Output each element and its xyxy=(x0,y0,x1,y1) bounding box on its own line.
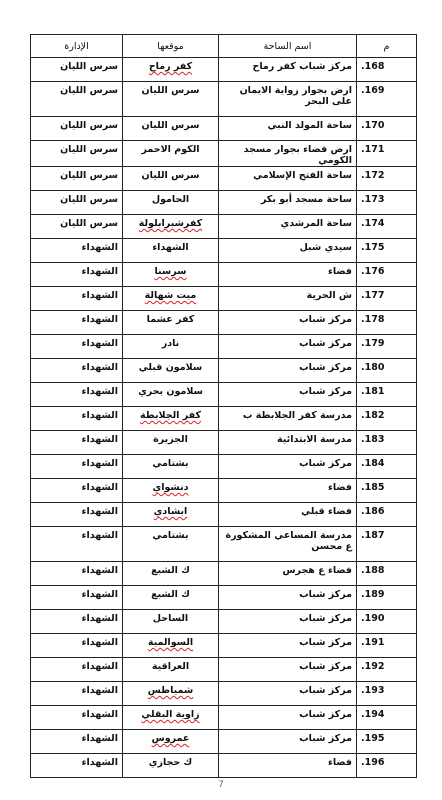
cell-admin: الشهداء xyxy=(31,682,123,706)
table-row xyxy=(31,455,417,479)
cell-num: .193 xyxy=(357,682,417,706)
cell-num: .173 xyxy=(357,191,417,215)
cell-num: .180 xyxy=(357,359,417,383)
cell-admin: الشهداء xyxy=(31,503,123,527)
cell-location: العراقية xyxy=(123,658,219,682)
table-header-row xyxy=(31,35,417,58)
cell-location: الساحل xyxy=(123,610,219,634)
cell-name: مدرسة المساعي المشكورة ع محسن xyxy=(219,527,357,562)
cell-location: ك حجازي xyxy=(123,754,219,778)
table-row xyxy=(31,191,417,215)
cell-admin: الشهداء xyxy=(31,263,123,287)
cell-location: الجزيرة xyxy=(123,431,219,455)
cell-location: ابشادي xyxy=(123,503,219,527)
cell-num: .195 xyxy=(357,730,417,754)
table-row xyxy=(31,141,417,167)
table-row xyxy=(31,383,417,407)
cell-admin: الشهداء xyxy=(31,634,123,658)
cell-num: .191 xyxy=(357,634,417,658)
cell-admin: الشهداء xyxy=(31,610,123,634)
cell-name: مركز شباب xyxy=(219,706,357,730)
cell-location: دنشواي xyxy=(123,479,219,503)
cell-name: مركز شباب xyxy=(219,335,357,359)
cell-num: .185 xyxy=(357,479,417,503)
cell-name: مركز شباب xyxy=(219,586,357,610)
cell-num: .170 xyxy=(357,117,417,141)
table-row xyxy=(31,407,417,431)
table-row xyxy=(31,359,417,383)
table-row xyxy=(31,527,417,562)
table-row xyxy=(31,58,417,82)
cell-num: .194 xyxy=(357,706,417,730)
header-name: اسم الساحة xyxy=(219,35,357,58)
cell-location: سرس الليان xyxy=(123,167,219,191)
table-row xyxy=(31,287,417,311)
cell-num: .179 xyxy=(357,335,417,359)
table-row xyxy=(31,682,417,706)
cell-num: .169 xyxy=(357,82,417,117)
cell-name: مركز شباب xyxy=(219,658,357,682)
cell-num: .181 xyxy=(357,383,417,407)
cell-name: مركز شباب xyxy=(219,359,357,383)
cell-name: مركز شباب xyxy=(219,455,357,479)
table-row xyxy=(31,610,417,634)
cell-admin: الشهداء xyxy=(31,431,123,455)
cell-location: سلامون قبلي xyxy=(123,359,219,383)
table-row xyxy=(31,562,417,586)
cell-num: .172 xyxy=(357,167,417,191)
cell-name: ش الحرية xyxy=(219,287,357,311)
cell-name: ارض فضاء بجوار مسجد الكومي xyxy=(219,141,357,167)
cell-location: الحامول xyxy=(123,191,219,215)
page-number: 7 xyxy=(218,780,224,790)
cell-location: شمياطس xyxy=(123,682,219,706)
cell-num: .187 xyxy=(357,527,417,562)
cell-admin: الشهداء xyxy=(31,359,123,383)
cell-name: ساحة مسجد أبو بكر xyxy=(219,191,357,215)
areas-table xyxy=(30,34,417,778)
cell-location: بشتامي xyxy=(123,527,219,562)
table-row xyxy=(31,658,417,682)
table-row xyxy=(31,634,417,658)
cell-admin: الشهداء xyxy=(31,754,123,778)
cell-num: .184 xyxy=(357,455,417,479)
cell-num: .196 xyxy=(357,754,417,778)
cell-num: .183 xyxy=(357,431,417,455)
cell-admin: الشهداء xyxy=(31,407,123,431)
table-row xyxy=(31,82,417,117)
cell-location: ك الشبع xyxy=(123,562,219,586)
cell-admin: الشهداء xyxy=(31,658,123,682)
cell-location: كفر رماح xyxy=(123,58,219,82)
cell-name: مركز شباب كفر رماح xyxy=(219,58,357,82)
header-num: م xyxy=(357,35,417,58)
cell-location: سلامون بحري xyxy=(123,383,219,407)
cell-num: .190 xyxy=(357,610,417,634)
cell-location: كفر الجلابطة xyxy=(123,407,219,431)
table-row xyxy=(31,311,417,335)
cell-admin: سرس الليان xyxy=(31,58,123,82)
cell-admin: سرس الليان xyxy=(31,167,123,191)
cell-name: فضاء xyxy=(219,754,357,778)
cell-admin: سرس الليان xyxy=(31,191,123,215)
cell-name: ساحة المرشدي xyxy=(219,215,357,239)
cell-name: فضاء ع هجرس xyxy=(219,562,357,586)
cell-admin: الشهداء xyxy=(31,527,123,562)
table-row xyxy=(31,503,417,527)
cell-num: .188 xyxy=(357,562,417,586)
cell-name: ارض بجوار زواية الايمان على البحر xyxy=(219,82,357,117)
cell-num: .189 xyxy=(357,586,417,610)
cell-location: الكوم الاحمر xyxy=(123,141,219,167)
cell-num: .186 xyxy=(357,503,417,527)
cell-name: ساحة المولد النبي xyxy=(219,117,357,141)
table-row xyxy=(31,117,417,141)
cell-admin: الشهداء xyxy=(31,455,123,479)
cell-admin: الشهداء xyxy=(31,311,123,335)
cell-admin: الشهداء xyxy=(31,730,123,754)
cell-admin: الشهداء xyxy=(31,706,123,730)
cell-num: .182 xyxy=(357,407,417,431)
cell-location: بشتامي xyxy=(123,455,219,479)
table-row xyxy=(31,431,417,455)
table-row xyxy=(31,335,417,359)
cell-location: السوالمية xyxy=(123,634,219,658)
header-location: موقعها xyxy=(123,35,219,58)
table-row xyxy=(31,730,417,754)
cell-num: .177 xyxy=(357,287,417,311)
cell-name: مركز شباب xyxy=(219,383,357,407)
table-row xyxy=(31,706,417,730)
cell-name: فضاء قبلي xyxy=(219,503,357,527)
cell-admin: سرس الليان xyxy=(31,117,123,141)
table-row xyxy=(31,167,417,191)
table-row xyxy=(31,263,417,287)
cell-admin: الشهداء xyxy=(31,335,123,359)
cell-name: مركز شباب xyxy=(219,634,357,658)
cell-location: عمروس xyxy=(123,730,219,754)
table-row xyxy=(31,586,417,610)
cell-location: نادر xyxy=(123,335,219,359)
cell-name: فضاء xyxy=(219,479,357,503)
cell-num: .171 xyxy=(357,141,417,167)
cell-num: .168 xyxy=(357,58,417,82)
cell-location: الشهداء xyxy=(123,239,219,263)
cell-name: مركز شباب xyxy=(219,311,357,335)
cell-location: سرس الليان xyxy=(123,82,219,117)
cell-num: .192 xyxy=(357,658,417,682)
header-admin: الإدارة xyxy=(31,35,123,58)
cell-location: سرس الليان xyxy=(123,117,219,141)
table-row xyxy=(31,479,417,503)
table-body xyxy=(31,58,417,778)
cell-name: ساحة الفتح الإسلامي xyxy=(219,167,357,191)
cell-name: فضاء xyxy=(219,263,357,287)
cell-location: ك الشبع xyxy=(123,586,219,610)
cell-admin: سرس الليان xyxy=(31,141,123,167)
cell-num: .178 xyxy=(357,311,417,335)
cell-name: سيدي شبل xyxy=(219,239,357,263)
cell-location: زاوية البقلي xyxy=(123,706,219,730)
cell-num: .174 xyxy=(357,215,417,239)
cell-location: سرسنا xyxy=(123,263,219,287)
cell-location: كفرشبرابلولة xyxy=(123,215,219,239)
cell-admin: الشهداء xyxy=(31,562,123,586)
cell-num: .175 xyxy=(357,239,417,263)
cell-admin: سرس الليان xyxy=(31,82,123,117)
cell-name: مركز شباب xyxy=(219,682,357,706)
cell-name: مدرسة كفر الجلابطة ب xyxy=(219,407,357,431)
cell-location: ميت شهالة xyxy=(123,287,219,311)
table-row xyxy=(31,754,417,778)
cell-name: مدرسة الابتدائية xyxy=(219,431,357,455)
cell-location: كفر عشما xyxy=(123,311,219,335)
cell-admin: الشهداء xyxy=(31,287,123,311)
table-row xyxy=(31,215,417,239)
cell-num: .176 xyxy=(357,263,417,287)
cell-name: مركز شباب xyxy=(219,610,357,634)
table-row xyxy=(31,239,417,263)
cell-name: مركز شباب xyxy=(219,730,357,754)
cell-admin: الشهداء xyxy=(31,383,123,407)
cell-admin: سرس الليان xyxy=(31,215,123,239)
cell-admin: الشهداء xyxy=(31,479,123,503)
cell-admin: الشهداء xyxy=(31,586,123,610)
cell-admin: الشهداء xyxy=(31,239,123,263)
